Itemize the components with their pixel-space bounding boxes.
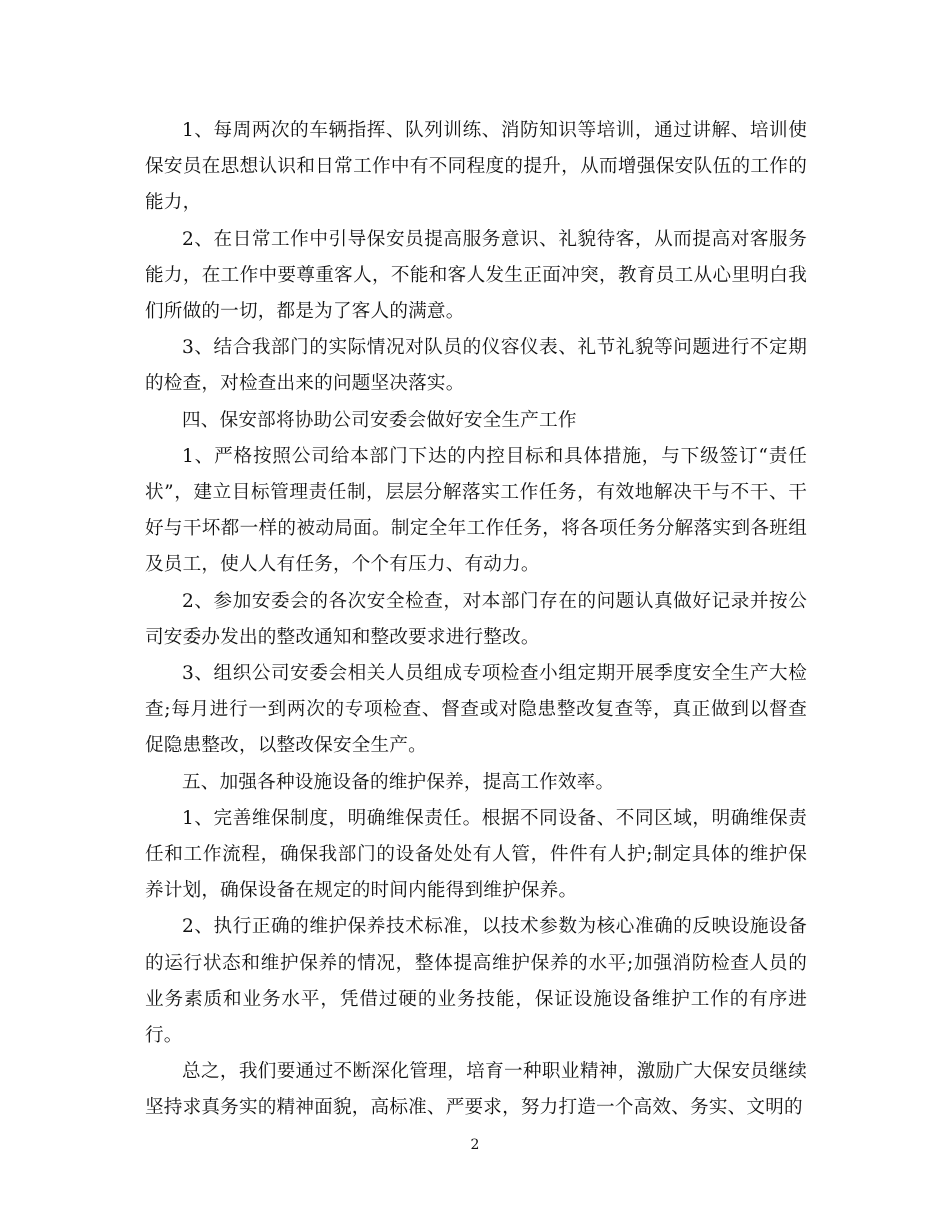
paragraph-6: 2、参加安委会的各次安全检查，对本部门存在的问题认真做好记录并按公司安委办发出的整改通知和整改要求进行整改。 [145, 590, 807, 648]
page-number: 2 [470, 1137, 480, 1153]
paragraph-11: 总之，我们要通过不断深化管理，培育一种职业精神，激励广大保安员继续坚持求真务实的精神面貌，高标准、严要求，努力打造一个高效、务实、文明的 [145, 1061, 807, 1119]
paragraph-2: 2、在日常工作中引导保安员提高服务意识、礼貌待客，从而提高对客服务能力，在工作中要尊重客人，不能和客人发生正面冲突，教育员工从心里明白我们所做的一切，都是为了客人的满意。 [145, 228, 807, 323]
paragraph-10: 2、执行正确的维护保养技术标准，以技术参数为核心准确的反映设施设备的运行状态和维护保养的情况，整体提高维护保养的水平;加强消防检查人员的业务素质和业务水平，凭借过硬的业务技能，保证设施设备维护工作的有序进行。 [145, 916, 807, 1047]
paragraph-9: 1、完善维保制度，明确维保责任。根据不同设备、不同区域，明确维保责任和工作流程，确保我部门的设备处处有人管，件件有人护;制定具体的维护保养计划，确保设备在规定的时间内能得到维护保养。 [145, 807, 807, 902]
paragraph-7: 3、组织公司安委会相关人员组成专项检查小组定期开展季度安全生产大检查;每月进行一到两次的专项检查、督查或对隐患整改复查等，真正做到以督查促隐患整改，以整改保安全生产。 [145, 663, 807, 757]
section-heading-5: 五、加强各种设施设备的维护保养，提高工作效率。 [182, 771, 615, 793]
paragraph-3: 3、结合我部门的实际情况对队员的仪容仪表、礼节礼貌等问题进行不定期的检查，对检查出来的问题坚决落实。 [145, 337, 807, 395]
paragraph-5: 1、严格按照公司给本部门下达的内控目标和具体措施，与下级签订“责任状”，建立目标管理责任制，层层分解落实工作任务，有效地解决干与不干、干好与干坏都一样的被动局面。制定全年工作任务，将各项任务分解落实到各班组及员工，使人人有任务，个个有压力、有动力。 [145, 445, 807, 576]
paragraph-1: 1、每周两次的车辆指挥、队列训练、消防知识等培训，通过讲解、培训使保安员在思想认识和日常工作中有不同程度的提升，从而增强保安队伍的工作的能力， [145, 120, 807, 214]
body-text [145, 113, 807, 1127]
section-heading-4: 四、保安部将协助公司安委会做好安全生产工作 [182, 409, 577, 431]
